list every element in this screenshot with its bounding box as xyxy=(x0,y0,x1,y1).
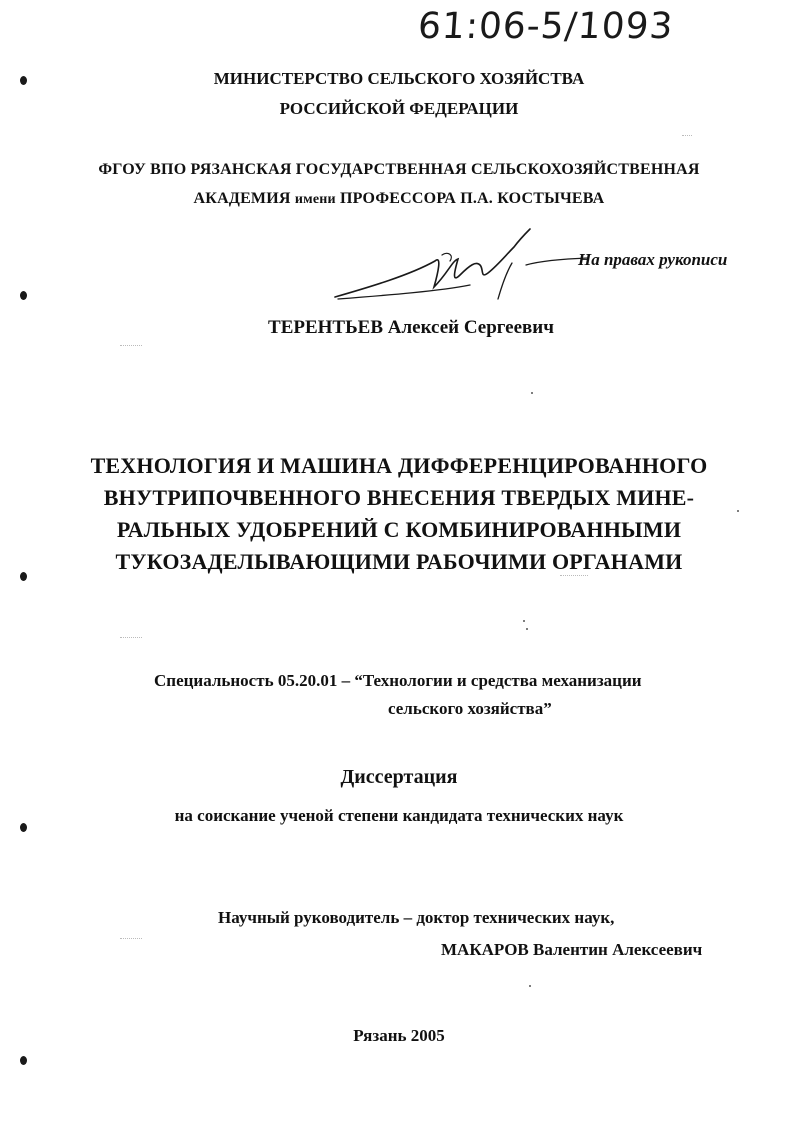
title-line-4: ТУКОЗАДЕЛЫВАЮЩИМИ РАБОЧИМИ ОРГАНАМИ xyxy=(115,549,683,574)
advisor-role: Научный руководитель – доктор технических наук, xyxy=(218,908,615,927)
scan-artifact-dots xyxy=(560,575,588,577)
signature-stroke-tail xyxy=(498,258,588,299)
manuscript-rights-notice: На правах рукописи xyxy=(578,250,728,269)
scan-speck xyxy=(737,510,739,512)
scan-speck xyxy=(529,985,531,987)
scientific-advisor xyxy=(218,902,702,966)
signature xyxy=(330,225,590,305)
binding-hole-mark xyxy=(20,291,27,300)
organization-academy: АКАДЕМИЯ xyxy=(193,190,295,207)
city-year: Рязань 2005 xyxy=(353,1026,445,1045)
organization-professor: ПРОФЕССОРА П.А. КОСТЫЧЕВА xyxy=(335,190,605,207)
signature-stroke-main xyxy=(335,229,530,297)
specialty-line-1: Специальность 05.20.01 – “Технологии и средства механизации xyxy=(154,671,642,690)
author-name xyxy=(0,317,798,339)
binding-hole-mark xyxy=(20,76,27,85)
specialty-line-2: сельского хозяйства” xyxy=(388,699,552,718)
specialty xyxy=(154,667,642,723)
author-surname: ТЕРЕНТЬЕВ xyxy=(268,317,383,338)
author-given-names: Алексей Сергеевич xyxy=(387,317,554,338)
scan-speck xyxy=(531,392,533,394)
scan-speck xyxy=(526,628,528,630)
title-line-1: ТЕХНОЛОГИЯ И МАШИНА ДИФФЕРЕНЦИРОВАННОГО xyxy=(90,453,708,478)
organization-imeni: имени xyxy=(294,192,336,207)
title-line-2: ВНУТРИПОЧВЕННОГО ВНЕСЕНИЯ ТВЕРДЫХ МИНЕ- xyxy=(103,485,695,510)
dissertation-subheading: на соискание ученой степени кандидата технических наук xyxy=(174,806,624,825)
scan-speck xyxy=(523,620,525,622)
scan-artifact-dots xyxy=(682,135,692,137)
advisor-name: МАКАРОВ Валентин Алексеевич xyxy=(441,940,703,959)
binding-hole-mark xyxy=(20,1056,27,1065)
scan-artifact-dots xyxy=(120,345,142,347)
dissertation-title xyxy=(0,450,798,578)
scan-artifact-dots xyxy=(120,938,142,940)
binding-hole-mark xyxy=(20,572,27,581)
archive-number: 61:06-5/1093 xyxy=(416,6,675,47)
ministry-line-1: МИНИСТЕРСТВО СЕЛЬСКОГО ХОЗЯЙСТВА xyxy=(213,69,585,88)
organization-line-2 xyxy=(0,184,798,215)
signature-stroke-loop xyxy=(442,253,451,261)
dissertation-heading: Диссертация xyxy=(340,766,458,788)
ministry-line-2: РОССИЙСКОЙ ФЕДЕРАЦИИ xyxy=(279,99,519,118)
organization-line-1: ФГОУ ВПО РЯЗАНСКАЯ ГОСУДАРСТВЕННАЯ СЕЛЬСКОХОЗЯЙСТВЕННАЯ xyxy=(98,161,700,178)
scan-artifact-dots xyxy=(120,637,142,639)
binding-hole-mark xyxy=(20,823,27,832)
signature-stroke-underline xyxy=(338,285,470,299)
title-line-3: РАЛЬНЫХ УДОБРЕНИЙ С КОМБИНИРОВАННЫМИ xyxy=(116,517,682,542)
